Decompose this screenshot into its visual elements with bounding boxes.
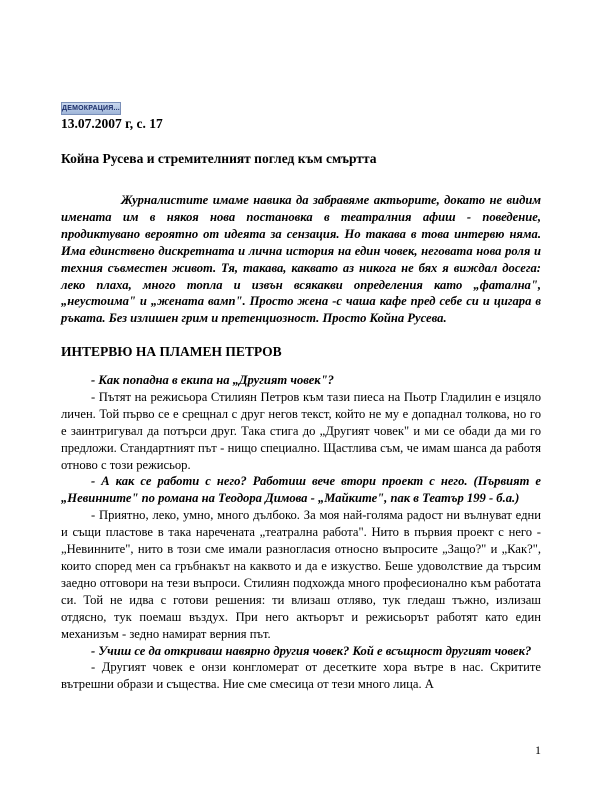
article-intro xyxy=(61,192,541,327)
issue-date: 13.07.2007 г, с. 17 xyxy=(61,116,163,131)
interviewer-byline: ИНТЕРВЮ НА ПЛАМЕН ПЕТРОВ xyxy=(61,344,282,359)
interview-answer: - Пътят на режисьора Стилиян Петров към тази пиеса на Пьотр Гладилин е изцяло личен. Той първо се е срещнал с друг негов текст, който не му е допаднал толкова, но го е заинтригувал да потърси друг. Така стига до „Другият човек" и ми се обади да ми го предложи. Стандартният път - нищо специално. Щастлива съм, че имам шанса да работя отново с този режисьор. xyxy=(61,389,541,472)
interview-question: - Учиш се да откриваш навярно другия човек? Кой е всъщност другият човек? xyxy=(91,643,532,658)
interview-question: - Как попадна в екипа на „Другият човек"? xyxy=(91,373,334,387)
article-title: Койна Русева и стремителният поглед към смъртта xyxy=(61,151,377,166)
intro-paragraph: Журналистите имаме навика да забравяме актьорите, докато не видим имената им в някоя нова постановка в театралния афиш - поведение, продиктувано вероятно от идеята за сензация. Но такава в това интервю няма. Има единствено дискретната и лична история на един човек, неговата нова роля и техния съвместен живот. Тя, такава, каквато аз никога не бях я виждал досега: леко плаха, много топла и извън всякакви определения като „фатална", „неустоима" и „жената вамп". Просто жена -с чаша кафе пред себе си и цигара в ръката. Без излишен грим и претенциозност. Просто Койна Русева. xyxy=(61,193,541,326)
interview-answer: - Другият човек е онзи конгломерат от десетките хора вътре в нас. Скритите вътрешни образи и същества. Ние сме смесица от тези много лица. А xyxy=(61,660,541,692)
publication-logo[interactable]: ДЕМОКРАЦИЯ... xyxy=(61,102,121,115)
page-number: 1 xyxy=(535,743,541,757)
interview-body xyxy=(61,372,541,693)
interview-answer: - Приятно, леко, умно, много дълбоко. За моя най-голяма радост ни вълнуват едни и същи пластове в така наречената „театрална работа". Нито в първия проект с него -„Невинните", нито в този сме имали разногласия относно въпросите „Защо?" и „Как?", които според мен са гръбнакът на каквото и да е изкуство. Беше удоволствие да търсим заедно отговори на тези въпроси. Стилиян подхожда много професионално към работата си. Той не идва с готови решения: ти влизаш отляво, тук гледаш тъжно, излизаш отдясно, тук поемаш въздух. При него актьорът и режисьорът работят като един механизъм - зедно намират верния път. xyxy=(61,508,541,641)
interview-question: - А как се работи с него? Работиш вече втори проект с него. (Първият е „Невинните" по романа на Теодора Димова - „Майките", пак в Театър 199 - б.а.) xyxy=(61,474,541,506)
